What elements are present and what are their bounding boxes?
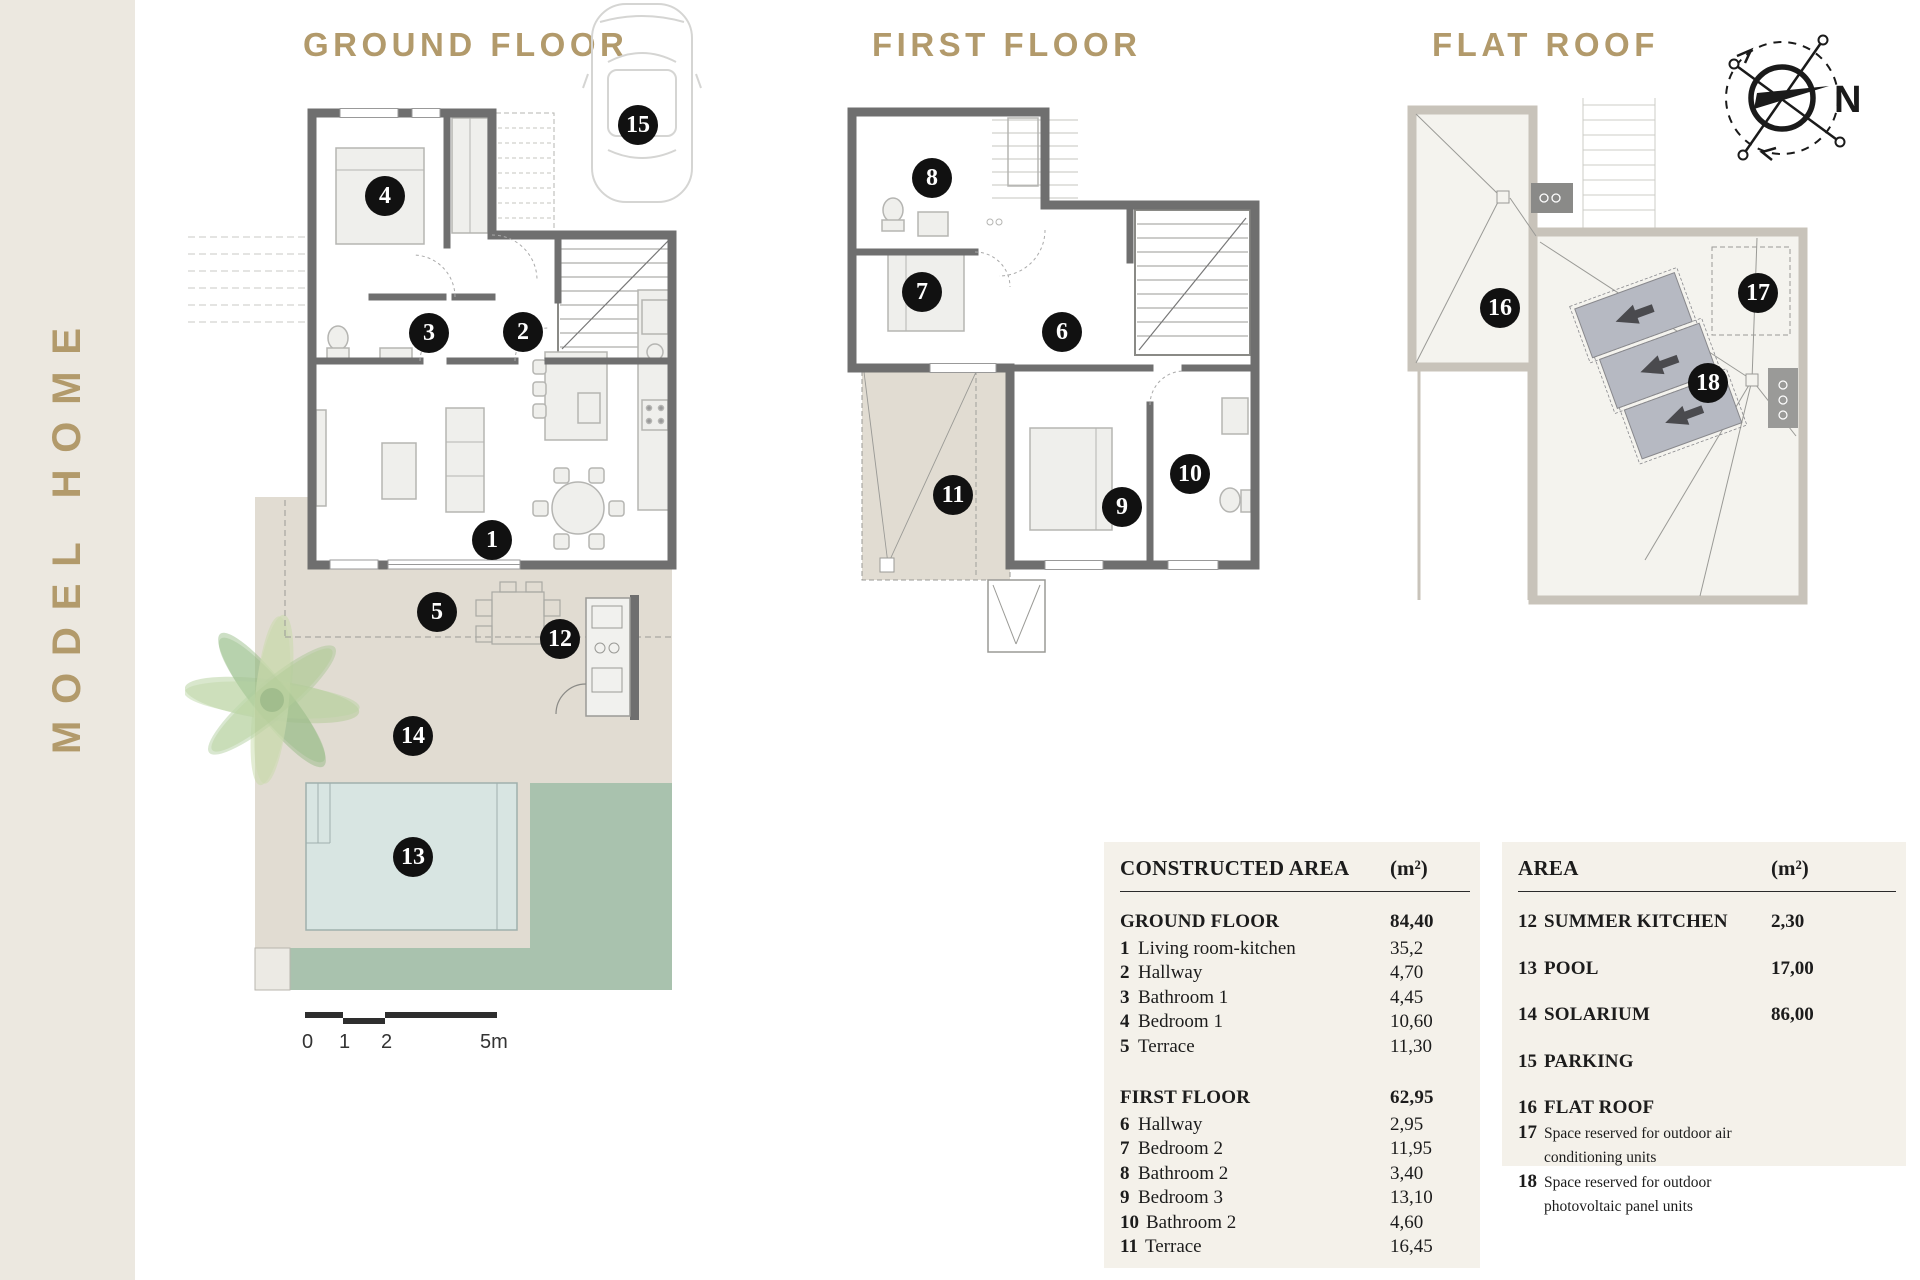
first-floor-terrace <box>862 368 1010 580</box>
plan-marker-14: 14 <box>393 716 433 756</box>
site-corner-pad <box>255 948 290 990</box>
toilet-icon <box>883 198 903 222</box>
compass-north-label: N <box>1834 79 1862 121</box>
plan-marker-13: 13 <box>393 837 433 877</box>
table-row: 9 Bedroom 3 13,10 <box>1120 1187 1433 1208</box>
plan-marker-5: 5 <box>417 592 457 632</box>
scale-bar <box>302 1012 508 1053</box>
table-row: 15 PARKING <box>1518 1050 1634 1072</box>
flat-roof-title: FLAT ROOF <box>1432 26 1659 63</box>
kitchen-island <box>545 352 607 440</box>
stairs-icon <box>1135 210 1250 355</box>
constructed-area-table <box>1104 842 1480 1268</box>
plan-marker-16: 16 <box>1480 288 1520 328</box>
table-header-unit: (m²) <box>1771 856 1809 880</box>
roof-left-block <box>1412 110 1533 367</box>
table-header-label: CONSTRUCTED AREA <box>1120 856 1350 880</box>
first-floor-plan <box>840 75 1280 675</box>
plan-marker-18: 18 <box>1688 363 1728 403</box>
table-section-row: GROUND FLOOR 84,40 <box>1120 911 1434 932</box>
table-row: 5 Terrace 11,30 <box>1120 1035 1433 1057</box>
table-section-row: FIRST FLOOR 62,95 <box>1120 1087 1434 1108</box>
table-row: 11 Terrace 16,45 <box>1120 1236 1433 1257</box>
sofa <box>446 408 484 512</box>
table-header-label: AREA <box>1518 856 1579 880</box>
toilet-icon <box>1220 488 1240 512</box>
brand-vertical-text: MODEL HOME <box>45 311 89 754</box>
svg-text:0: 0 <box>302 1031 314 1053</box>
table-row: 4 Bedroom 1 10,60 <box>1120 1011 1433 1032</box>
roof-stair-hatch <box>1583 98 1655 228</box>
plan-marker-11: 11 <box>933 475 973 515</box>
plan-marker-9: 9 <box>1102 487 1142 527</box>
table-row: 17 Space reserved for outdoor air conditioning units <box>1518 1121 1732 1166</box>
plan-marker-8: 8 <box>912 158 952 198</box>
bed-3 <box>1030 428 1112 530</box>
sink-icon <box>1222 398 1248 434</box>
plan-marker-7: 7 <box>902 272 942 312</box>
plan-marker-1: 1 <box>472 520 512 560</box>
table-row: 7 Bedroom 2 11,95 <box>1120 1138 1433 1159</box>
table-row: 6 Hallway 2,95 <box>1120 1113 1424 1135</box>
svg-text:2: 2 <box>381 1031 393 1053</box>
plan-marker-10: 10 <box>1170 454 1210 494</box>
table-row: 8 Bathroom 2 3,40 <box>1120 1162 1424 1184</box>
table-row: 3 Bathroom 1 4,45 <box>1120 986 1424 1008</box>
lower-chute <box>988 580 1045 652</box>
table-row: 13 POOL 17,00 <box>1518 957 1814 979</box>
projection-lines <box>188 237 310 322</box>
plan-marker-15: 15 <box>618 105 658 145</box>
table-header <box>1518 856 1896 892</box>
lawn-right <box>530 783 672 948</box>
toilet-icon <box>328 326 348 350</box>
entrance-pergola-hatch <box>496 113 554 231</box>
table-row: 18 Space reserved for outdoor photovoltaic panel units <box>1518 1170 1712 1215</box>
lower-terrace-outline <box>1419 371 1529 600</box>
plan-marker-4: 4 <box>365 176 405 216</box>
lawn-bottom <box>290 948 672 990</box>
table-row: 14 SOLARIUM 86,00 <box>1518 1004 1814 1025</box>
chimney-vent <box>1531 183 1573 213</box>
roof-fixture <box>1768 368 1798 428</box>
car-icon <box>583 4 701 202</box>
plan-marker-6: 6 <box>1042 312 1082 352</box>
tv-bench <box>316 410 326 506</box>
exterior-area-table <box>1502 842 1906 1215</box>
table-row: 2 Hallway 4,70 <box>1120 962 1424 983</box>
first-floor-title: FIRST FLOOR <box>872 26 1142 63</box>
constructed-table-body <box>1120 910 1470 1260</box>
ground-floor-title: GROUND FLOOR <box>303 26 629 63</box>
table-row: 16 FLAT ROOF <box>1518 1097 1655 1118</box>
compass-icon <box>1700 20 1880 180</box>
ground-floor-plan <box>185 0 705 1060</box>
dining-table <box>552 482 604 534</box>
sidebar <box>0 0 135 1280</box>
plan-marker-17: 17 <box>1738 273 1778 313</box>
sink-icon <box>918 212 948 236</box>
table-row: 1 Living room-kitchen 35,2 <box>1120 937 1424 959</box>
table-row: 10 Bathroom 2 4,60 <box>1120 1211 1424 1233</box>
exterior-table-body <box>1518 910 1896 1219</box>
table-row: 12 SUMMER KITCHEN 2,30 <box>1518 911 1805 932</box>
svg-text:1: 1 <box>339 1031 351 1053</box>
table-header-unit: (m²) <box>1390 856 1428 880</box>
plan-marker-2: 2 <box>503 312 543 352</box>
svg-text:5m: 5m <box>480 1031 508 1053</box>
coffee-table <box>382 443 416 499</box>
plan-marker-12: 12 <box>540 619 580 659</box>
plan-marker-3: 3 <box>409 313 449 353</box>
table-header <box>1120 856 1470 892</box>
